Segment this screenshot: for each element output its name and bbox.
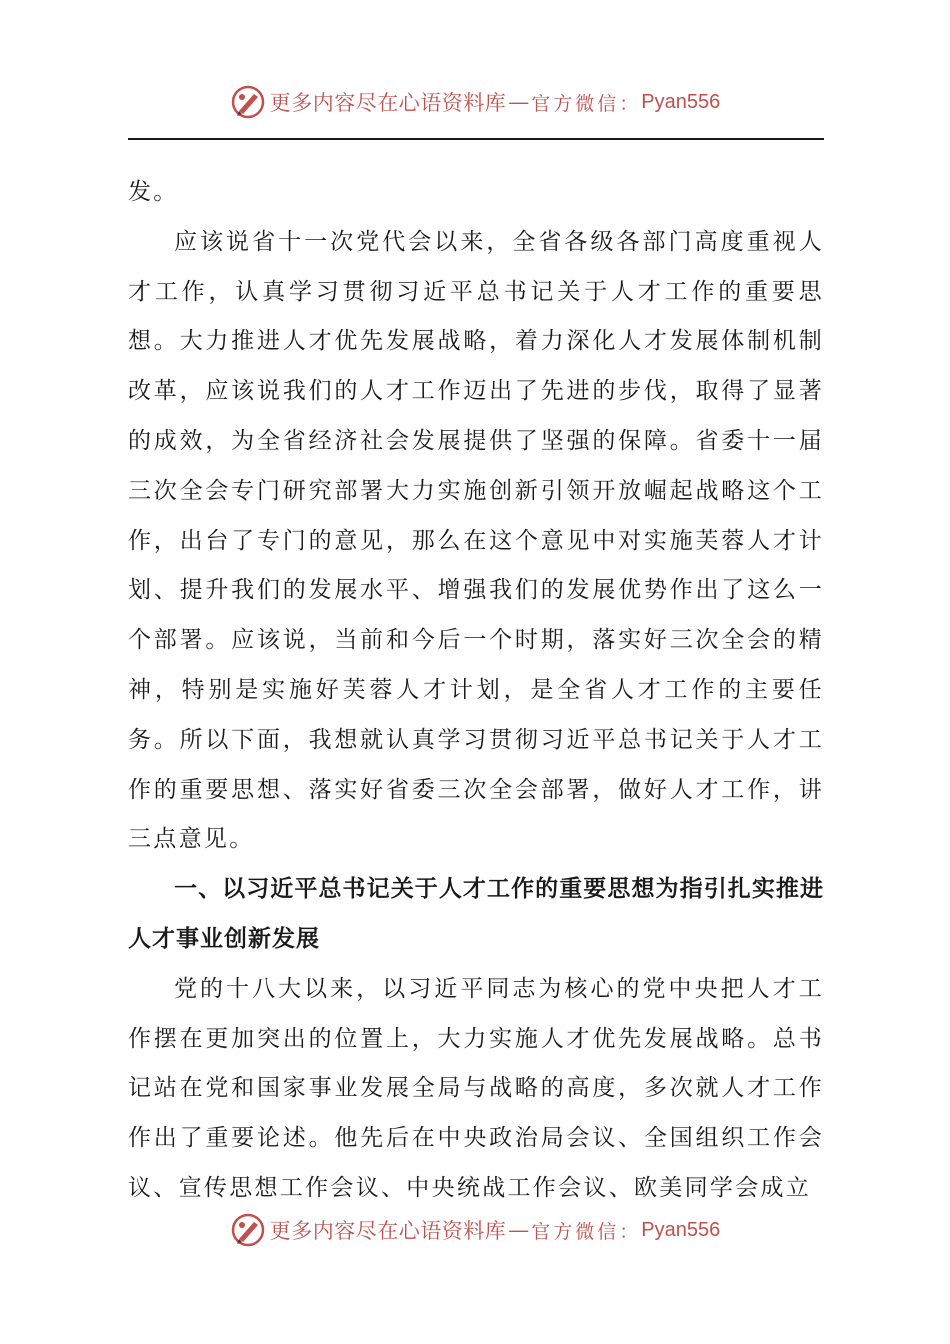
header-dash: —: [508, 90, 530, 114]
footer-official-label: 官方微信：: [531, 1220, 642, 1243]
paragraph: 应该说省十一次党代会以来，全省各级各部门高度重视人才工作，认真学习贯彻习近平总书记关于人才工作的重要思想。大力推进人才优先发展战略，着力深化人才发展体制机制改革，应该说我们的人才工作迈出了先进的步伐，取得了显著的成效，为全省经济社会发展提供了坚强的保障。省委十一届三次全会专门研究部署大力实施创新引领开放崛起战略这个工作，出台了专门的意见，那么在这个意见中对实施芙蓉人才计划、提升我们的发展水平、增强我们的发展优势作出了这么一个部署。应该说，当前和今后一个时期，落实好三次全会的精神，特别是实施好芙蓉人才计划，是全省人才工作的主要任务。所以下面，我想就认真学习贯彻习近平总书记关于人才工作的重要思想、落实好省委三次全会部署，做好人才工作，讲三点意见。: [128, 228, 824, 853]
document-body: [128, 168, 824, 1214]
header-banner: [0, 80, 950, 124]
footer-wechat-id: Pyan556: [641, 1218, 721, 1241]
header-divider: [128, 138, 824, 140]
paragraph-continuation: 发。: [128, 179, 179, 205]
pen-logo-icon: [230, 1212, 266, 1248]
footer-banner: [0, 1208, 950, 1252]
header-brand-text: 更多内容尽在心语资料库: [269, 91, 507, 115]
footer-brand-text: 更多内容尽在心语资料库: [269, 1219, 507, 1243]
section-heading: 一、以习近平总书记关于人才工作的重要思想为指引扎实推进人才事业创新发展: [128, 876, 824, 952]
pen-logo-icon: [230, 84, 266, 120]
paragraph: 党的十八大以来，以习近平同志为核心的党中央把人才工作摆在更加突出的位置上，大力实施人才优先发展战略。总书记站在党和国家事业发展全局与战略的高度，多次就人才工作作出了重要论述。他先后在中央政治局会议、全国组织工作会议、宣传思想工作会议、中央统战工作会议、欧美同学会成立: [128, 975, 824, 1201]
header-official-label: 官方微信：: [531, 92, 642, 115]
header-wechat-id: Pyan556: [641, 90, 721, 113]
footer-dash: —: [508, 1218, 530, 1242]
